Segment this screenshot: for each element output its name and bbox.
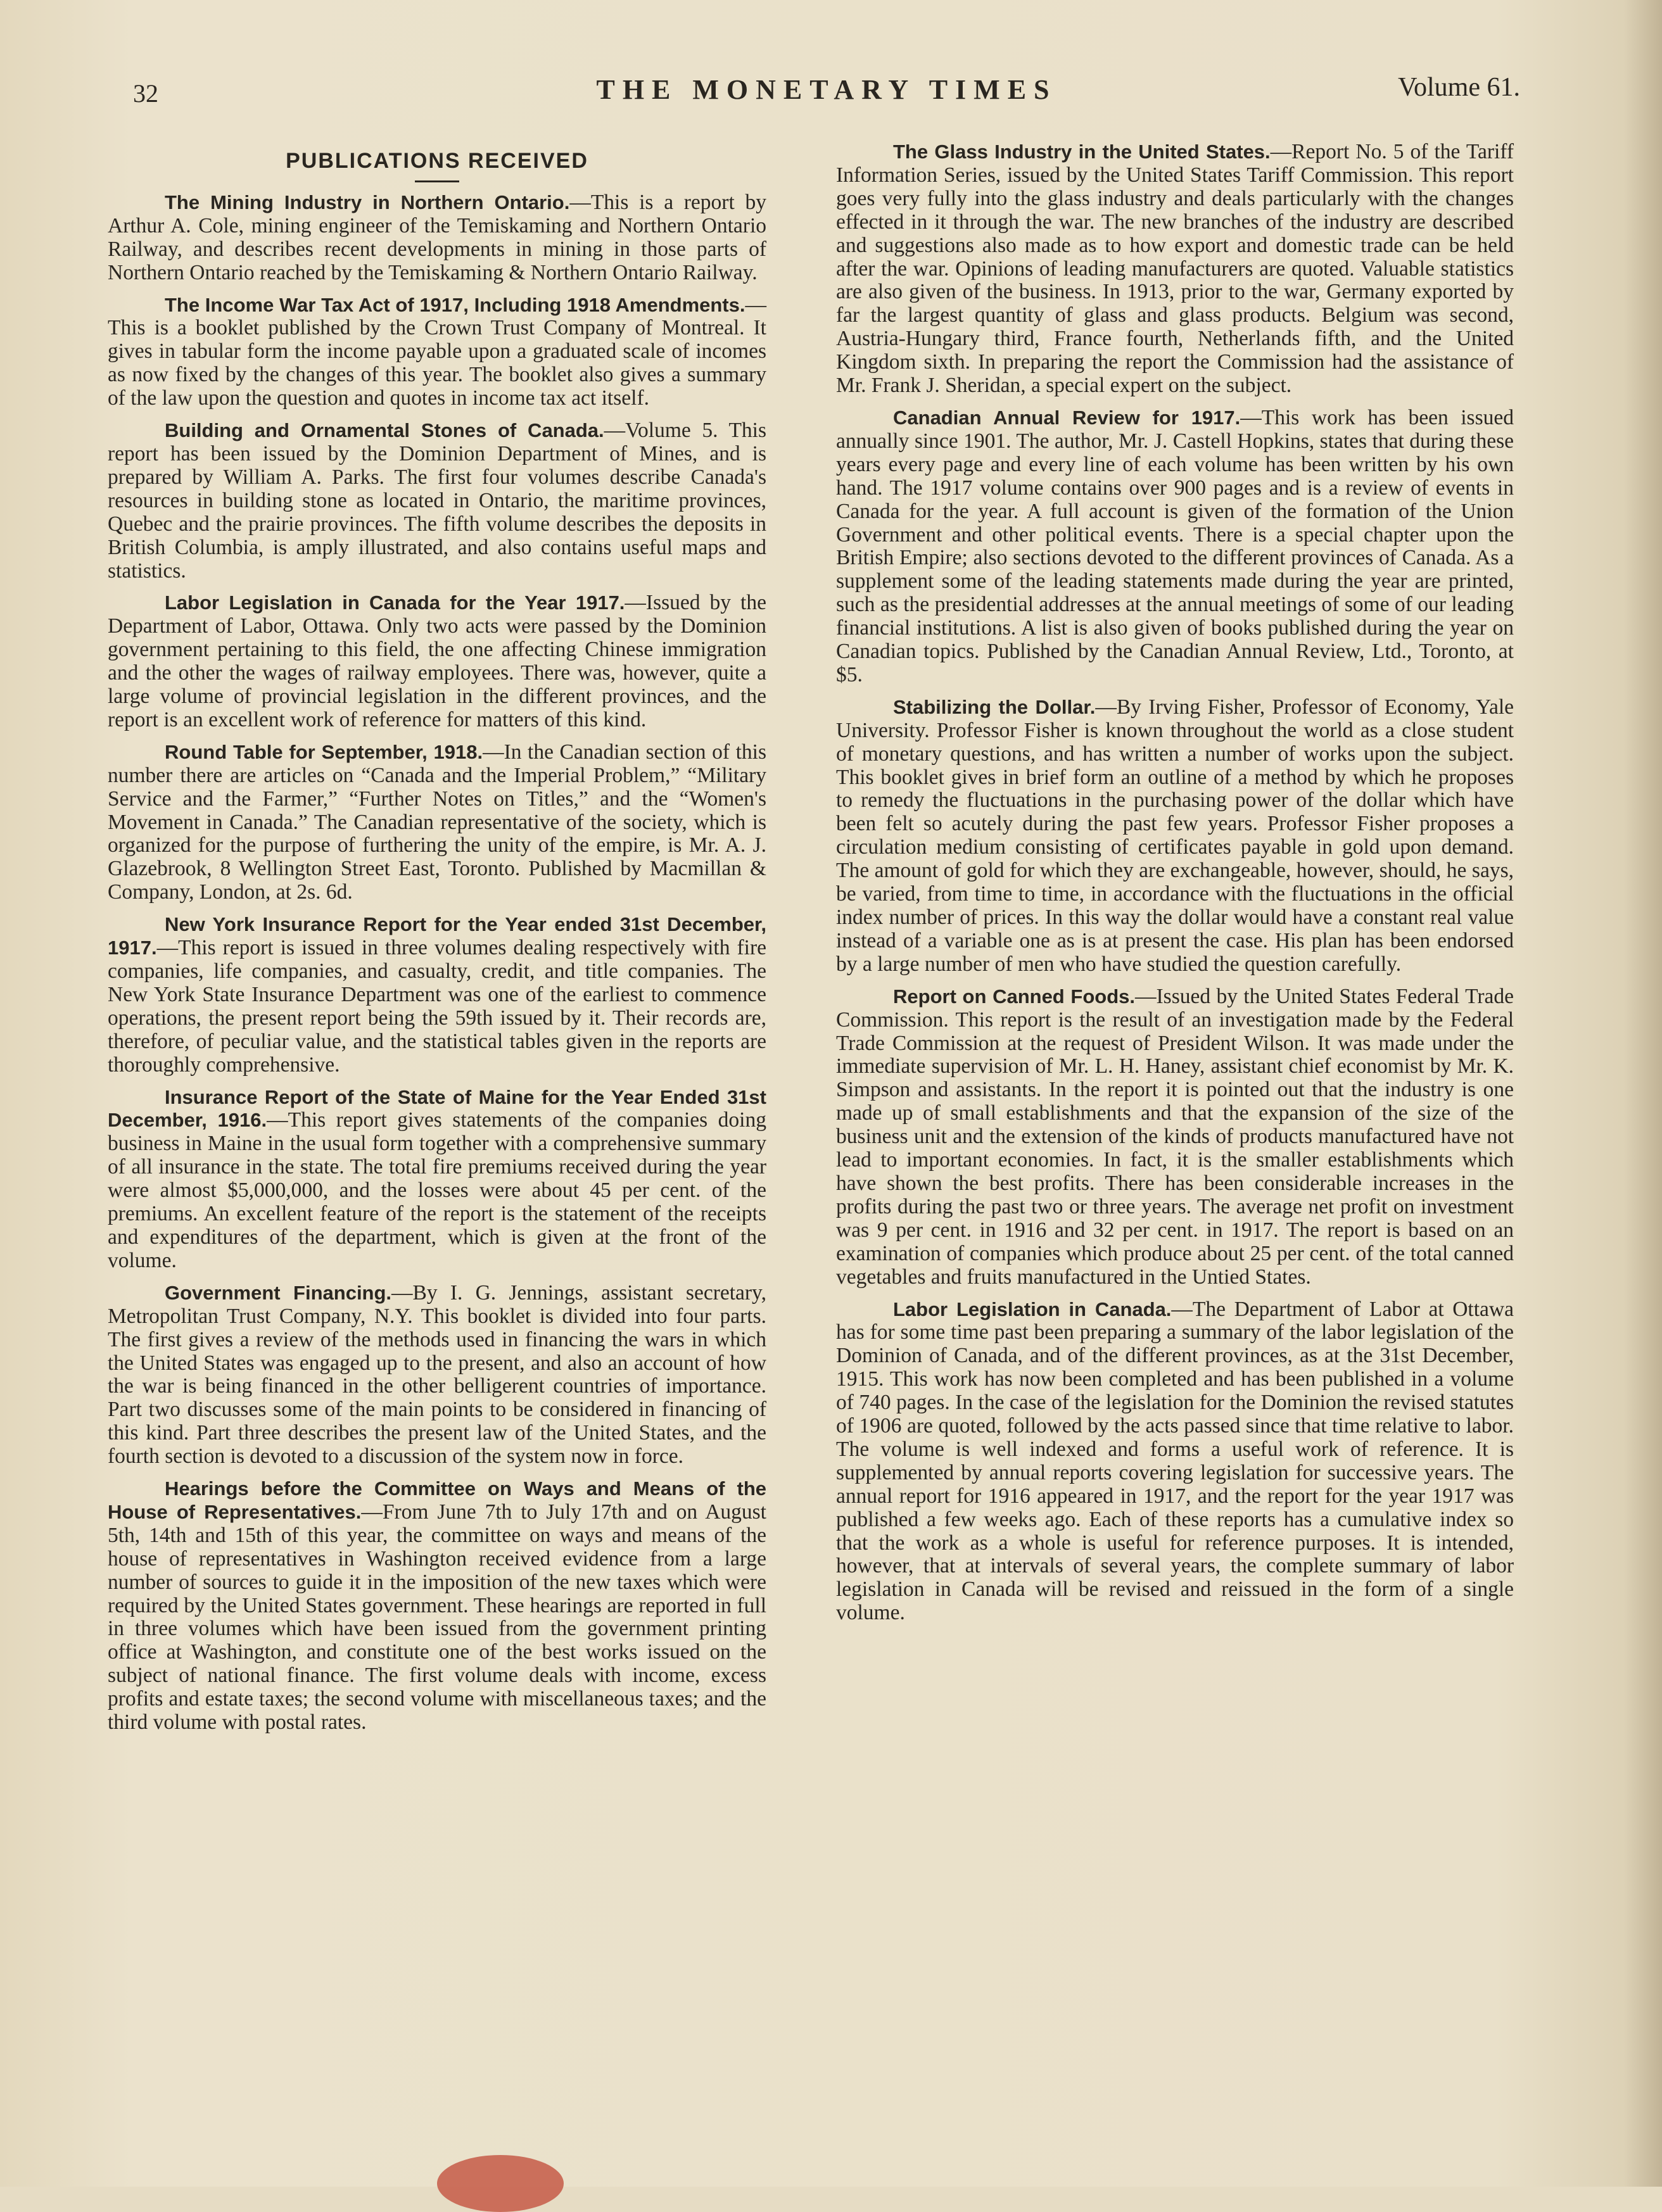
publication-entry — [108, 591, 766, 731]
left-column — [108, 146, 766, 1743]
entry-text: —This is a report by Arthur A. Cole, mining engineer of the Temiskaming and Northern Ontario Railway, and describes recent developments in mining in those parts of Northern Ontario reached by the Temiskaming & Northern Ontario Railway. — [108, 190, 766, 284]
entry-heading: Labor Legislation in Canada for the Year 1917. — [165, 591, 625, 614]
entry-text: —Issued by the United States Federal Trade Commission. This report is the result of an investigation made by the Federal Trade Commission at the request of President Wilson. It was made under the immediate supervision of Mr. L. H. Haney, assistant chief economist by Mr. K. Simpson and assistants. In the report it is pointed out that the industry is one made up of small establishments and that the expansion of the size of the business unit and the extension of the kinds of products manufactured have not lead to important economies. In fact, it is the smaller establishments which have shown the best profits. There has been considerable increases in the profits during the past two or three years. The average net profit on investment was 9 per cent. in 1916 and 32 per cent. in 1917. The report is based on an examination of companies which produce about 25 per cent. of the total canned vegetables and fruits manufactured in the Untied States. — [836, 984, 1514, 1289]
entry-heading: Hearings before the Committee on Ways and Means of the House of Representatives. — [108, 1477, 766, 1523]
page-header — [133, 70, 1520, 114]
publication-entry — [108, 191, 766, 285]
page-number: 32 — [133, 79, 158, 108]
publication-entry — [108, 294, 766, 411]
entry-heading: The Mining Industry in Northern Ontario. — [165, 191, 570, 213]
publication-entry — [108, 913, 766, 1077]
right-column — [836, 141, 1514, 1634]
entry-text: —This report is issued in three volumes dealing respectively with fire companies, life companies, and casualty, credit, and title companies. The New York State Insurance Department was one of the earliest to commence operations, the present report being the 59th issued by it. Their records are, therefore, of peculiar value, and the statistical tables given in the reports are thoroughly comprehensive. — [108, 936, 766, 1077]
entry-text: —This report gives statements of the companies doing business in Maine in the usual form together with a comprehensive summary of all insurance in the state. The total fire premiums received during the year were almost $5,000,000, and the losses were about 45 per cent. of the premiums. An excellent feature of the report is the statement of the receipts and expenditures of the department, which is given at the front of the volume. — [108, 1108, 766, 1272]
entry-text: —By Irving Fisher, Professor of Economy, Yale University. Professor Fisher is known throughout the world as a close student of monetary questions, and has written a number of works upon the subject. This booklet gives in brief form an outline of a method by which he proposes to remedy the fluctuations in the purchasing power of the dollar which have been felt so acutely during the past few years. Professor Fisher proposes a circulation medium consisting of certificates payable in gold upon demand. The amount of gold for which they are exchangeable, however, should, he says, be varied, from time to time, in accordance with the fluctuations in the official index number of prices. In this way the dollar would have a constant real value instead of a variable one as is at present the case. His plan has been endorsed by a large number of men who have studied the question carefully. — [836, 695, 1514, 976]
entry-text: —The Department of Labor at Ottawa has for some time past been preparing a summary of the labor legislation of the Dominion of Canada, and of the different provinces, as at the 31st December, 1915. This work has now been completed and has been published in a volume of 740 pages. In the case of the legislation for the Dominion the revised statutes of 1906 are quoted, followed by the acts passed since that time relative to labor. The volume is well indexed and forms a useful work of reference. It is supplemented by annual reports covering legislation for successive years. The annual report for 1916 appeared in 1917, and the report for the year 1917 was published a few weeks ago. Each of these reports has a cumulative index so that the work as a whole is useful for reference purposes. It is intended, however, that at intervals of several years, the complete summary of labor legislation in Canada will be revised and reissued in the form of a single volume. — [836, 1297, 1514, 1625]
entry-text: —This work has been issued annually since 1901. The author, Mr. J. Castell Hopkins, states that during these years every page and every line of each volume has been written by his own hand. The 1917 volume contains over 900 pages and is a review of events in Canada for the year. A full account is given of the formation of the Union Government and other political events. There is a special chapter upon the British Empire; also sections devoted to the different provinces of Canada. As a supplement some of the leading statements made during the year are printed, such as the presidential addresses at the annual meetings of some of our leading financial institutions. A list is also given of books published during the year on Canadian topics. Published by the Canadian Annual Review, Ltd., Toronto, at $5. — [836, 405, 1514, 686]
title-rule — [415, 180, 459, 182]
publication-entry — [836, 141, 1514, 398]
entry-heading: Insurance Report of the State of Maine for the Year Ended 31st December, 1916. — [108, 1085, 766, 1132]
page-edge-shadow — [1624, 0, 1662, 2187]
publication-entry — [836, 1298, 1514, 1626]
entry-heading: Stabilizing the Dollar. — [893, 695, 1096, 718]
entry-text: —By I. G. Jennings, assistant secretary, Metropolitan Trust Company, N.Y. This booklet is divided into four parts. The first gives a review of the methods used in financing the wars in which the United States was engaged up to the present, and also an account of how the war is being financed in the other belligerent countries of importance. Part two discusses some of the main points to be considered in financing of this kind. Part three describes the present law of the United States, and the fourth section is devoted to a discussion of the system now in force. — [108, 1280, 766, 1469]
publication-entry — [108, 1282, 766, 1469]
publication-entry — [836, 985, 1514, 1289]
publication-entry — [108, 741, 766, 904]
section-title: PUBLICATIONS RECEIVED — [286, 149, 588, 173]
entry-heading: Government Financing. — [165, 1281, 392, 1304]
entry-heading: Report on Canned Foods. — [893, 985, 1135, 1008]
publication-entry — [108, 1086, 766, 1273]
red-stain-mark — [437, 2155, 564, 2212]
entry-heading: Labor Legislation in Canada. — [893, 1298, 1172, 1320]
entry-text: —Report No. 5 of the Tariff Information Series, issued by the United States Tariff Commission. This report goes very fully into the glass industry and deals particularly with the changes effected in it through the war. The new branches of the industry are described and suggestions also made as to how export and domestic trade can be held after the war. Opinions of leading manufacturers are quoted. Valuable statistics are also given of the business. In 1913, prior to the war, Germany exported by far the largest quantity of glass and glass products. Belgium was second, Austria-Hungary third, France fourth, Netherlands fifth, and the United Kingdom sixth. In preparing the report the Commission had the assistance of Mr. Frank J. Sheridan, a special expert on the subject. — [836, 140, 1514, 398]
publication-entry — [108, 1477, 766, 1735]
entry-text: —In the Canadian section of this number there are articles on “Canada and the Imperial Problem,” “Military Service and the Farmer,” “Further Notes on Titles,” and the “Women's Movement in Canada.” The Canadian representative of the society, which is organized for the purpose of furthering the unity of the empire, is Mr. A. J. Glazebrook, 8 Wellington Street East, Toronto. Published by Macmillan & Company, London, at 2s. 6d. — [108, 740, 766, 904]
entry-heading: Canadian Annual Review for 1917. — [893, 406, 1241, 429]
volume-label: Volume 61. — [1398, 73, 1520, 102]
entry-text: —This is a booklet published by the Crown Trust Company of Montreal. It gives in tabular form the income payable upon a graduated scale of incomes as now fixed by the changes of this year. The booklet also gives a summary of the law upon the question and quotes in income tax act itself. — [108, 293, 766, 410]
entry-heading: Building and Ornamental Stones of Canada. — [165, 419, 604, 442]
entry-heading: New York Insurance Report for the Year ended 31st December, 1917. — [108, 913, 766, 959]
entry-heading: The Income War Tax Act of 1917, Including 1918 Amendments. — [165, 293, 745, 316]
publication-entry — [836, 696, 1514, 976]
entry-text: —Issued by the Department of Labor, Ottawa. Only two acts were passed by the Dominion government pertaining to this field, the one affecting Chinese immigration and the other the wages of railway employees. There was, however, quite a large volume of provincial legislation in the different provinces, and the report is an excellent work of reference for matters of this kind. — [108, 591, 766, 731]
entry-heading: The Glass Industry in the United States. — [893, 141, 1271, 163]
entry-text: —From June 7th to July 17th and on August 5th, 14th and 15th of this year, the committee on ways and means of the house of representatives in Washington received evidence from a large number of sources to guide it in the imposition of the new taxes which were required by the United States government. These hearings are reported in full in three volumes which have been issued from the government printing office at Washington, and constitute one of the best works issued on the subject of national finance. The first volume deals with income, excess profits and estate taxes; the second volume with miscellaneous taxes; and the third volume with postal rates. — [108, 1500, 766, 1735]
entry-text: —Volume 5. This report has been issued by the Dominion Department of Mines, and is prepared by William A. Parks. The first four volumes describe Canada's resources in building stone as located in Ontario, the maritime provinces, Quebec and the prairie provinces. The fifth volume describes the deposits in British Columbia, is amply illustrated, and also contains useful maps and statistics. — [108, 419, 767, 583]
publication-entry — [836, 407, 1514, 687]
publication-entry — [108, 419, 766, 583]
journal-title: THE MONETARY TIMES — [596, 74, 1057, 105]
entry-heading: Round Table for September, 1918. — [165, 740, 483, 763]
